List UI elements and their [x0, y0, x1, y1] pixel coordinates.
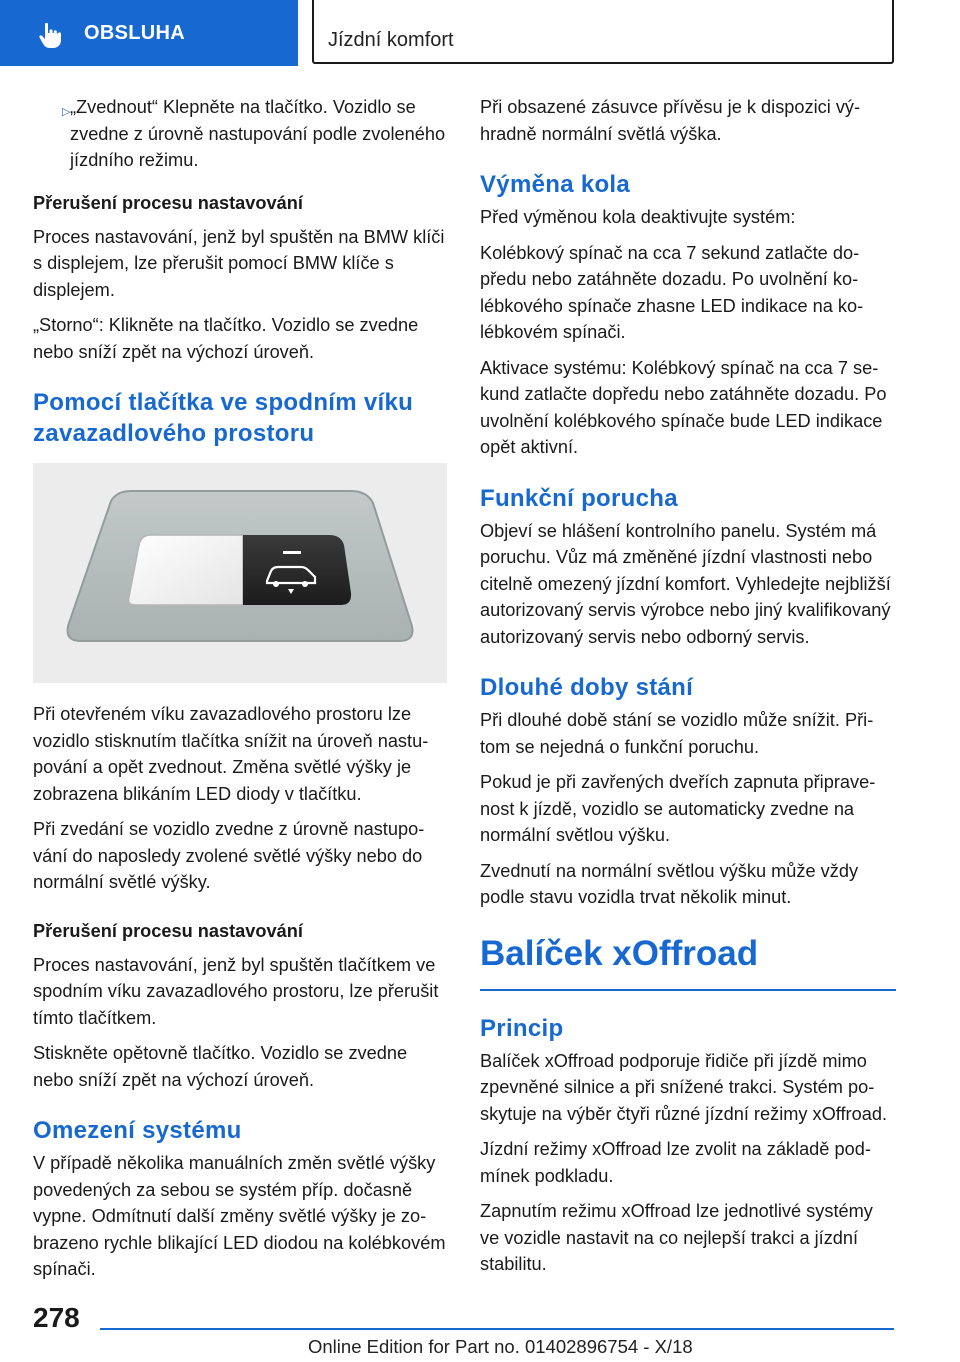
triangle-right-icon: ▷ [62, 106, 71, 118]
paragraph: Při dlouhé době stání se vozidlo může snížit. Přitom se nejedná o funkční poruchu. [480, 710, 874, 757]
section-tab-obsluha[interactable] [0, 0, 298, 66]
section-heading-malfunction: Funkční porucha [480, 484, 678, 512]
paragraph: Před výměnou kola deaktivujte systém: [480, 207, 796, 227]
section-heading-wheel-change: Výměna kola [480, 171, 631, 198]
page-number: 278 [33, 1302, 80, 1333]
paragraph: Stiskněte opětovně tlačítko. Vozidlo se zvedne nebo sníží zpět na výchozí úroveň. [33, 1043, 408, 1090]
paragraph: Proces nastavování, jenž byl spuštěn tlačítkem ve spodním víku zavazadlového prostoru, lze přerušit tímto tlačítkem. [33, 954, 439, 1028]
bullet-text: „Zvednout“ Klepněte na tlačítko. Vozidlo se zvedne z úrovně nastupování podle zvoleného jízdního režimu. [70, 97, 446, 170]
chapter-tab-label: Jízdní komfort [328, 29, 454, 51]
paragraph: Balíček xOffroad podporuje řidiče při jízdě mimo zpevněné silnice a při snížené trakci. Systém poskytuje na výběr čtyři různé jízdní režimy xOffroad. [480, 1050, 888, 1124]
paragraph: Jízdní režimy xOffroad lze zvolit na základě podmínek podkladu. [480, 1139, 871, 1186]
footer-edition-text: Online Edition for Part no. 01402896754 - X/18 [308, 1336, 693, 1357]
section-heading-system-limits: Omezení systému [33, 1117, 242, 1144]
paragraph: Zvednutí na normální světlou výšku může vždy podle stavu vozidla trvat několik minut. [480, 860, 859, 907]
chapter-tab[interactable] [312, 0, 894, 64]
left-column [33, 94, 449, 1292]
section-heading-long-standing: Dlouhé doby stání [480, 674, 694, 701]
bullet-item [33, 94, 449, 174]
section-heading-principle: Princip [480, 1014, 564, 1042]
page-header [0, 0, 960, 66]
subheading-interrupt: Přerušení procesu nastavování [33, 192, 303, 213]
section-heading-tailgate-button: Pomocí tlačítka ve spodním víku zavazadlového prostoru [33, 389, 414, 447]
paragraph: Při zvedání se vozidlo zvedne z úrovně nastupování do naposledy zvolené světlé výšky nebo do normální světlé výšky. [33, 819, 425, 892]
section-tab-label: OBSLUHA [84, 22, 185, 44]
paragraph: „Storno“: Klikněte na tlačítko. Vozidlo se zvedne nebo sníží zpět na výchozí úroveň. [33, 315, 419, 362]
right-column [480, 94, 896, 1287]
paragraph: Při obsazené zásuvce přívěsu je k dispozici výhradně normální světlá výška. [480, 97, 861, 144]
chapter-title-xoffroad: Balíček xOffroad [480, 933, 896, 991]
paragraph: Zapnutím režimu xOffroad lze jednotlivé systémy ve vozidle nastavit na co nejlepší trakci a jízdní stabilitu. [480, 1201, 873, 1274]
paragraph: Aktivace systému: Kolébkový spínač na cca 7 sekund zatlačte dopředu nebo zatáhněte dozadu. Po uvolnění kolébkového spínače bude LED indikace opět aktivní. [480, 357, 887, 457]
footer-divider [100, 1328, 894, 1330]
paragraph: Při otevřeném víku zavazadlového prostoru lze vozidlo stisknutím tlačítka snížit na úroveň nastupování a opět zvednout. Změna světlé výšky je zobrazena blikáním LED diody v tlačítku. [33, 704, 429, 804]
paragraph: Kolébkový spínač na cca 7 sekund zatlačte dopředu nebo zatáhněte dozadu. Po uvolnění kolébkového spínače zhasne LED indikace na kolébkovém spínači. [480, 242, 864, 342]
paragraph: Objeví se hlášení kontrolního panelu. Systém má poruchu. Vůz má změněné jízdní vlastnosti nebo citelně omezený jízdní komfort. Vyhledejte nejbližší autorizovaný servis výrobce nebo jiný kvalifikovaný autorizovaný servis nebo odborný servis. [480, 520, 891, 647]
paragraph: Proces nastavování, jenž byl spuštěn na BMW klíči s displejem, lze přerušit pomocí BMW klíče s displejem. [33, 226, 445, 300]
hand-pointer-icon [36, 20, 66, 50]
paragraph: V případě několika manuálních změn světlé výšky povedených za sebou se systém příp. dočasně vypne. Odmítnutí další změny světlé výšky je zobrazeno rychle blikající LED diodou na kolébkovém spínači. [33, 1153, 446, 1279]
tailgate-button-figure [33, 463, 447, 683]
subheading-interrupt: Přerušení procesu nastavování [33, 920, 303, 941]
paragraph: Pokud je při zavřených dveřích zapnuta připravenost k jízdě, vozidlo se automaticky zvedne na normální světlou výšku. [480, 772, 876, 845]
